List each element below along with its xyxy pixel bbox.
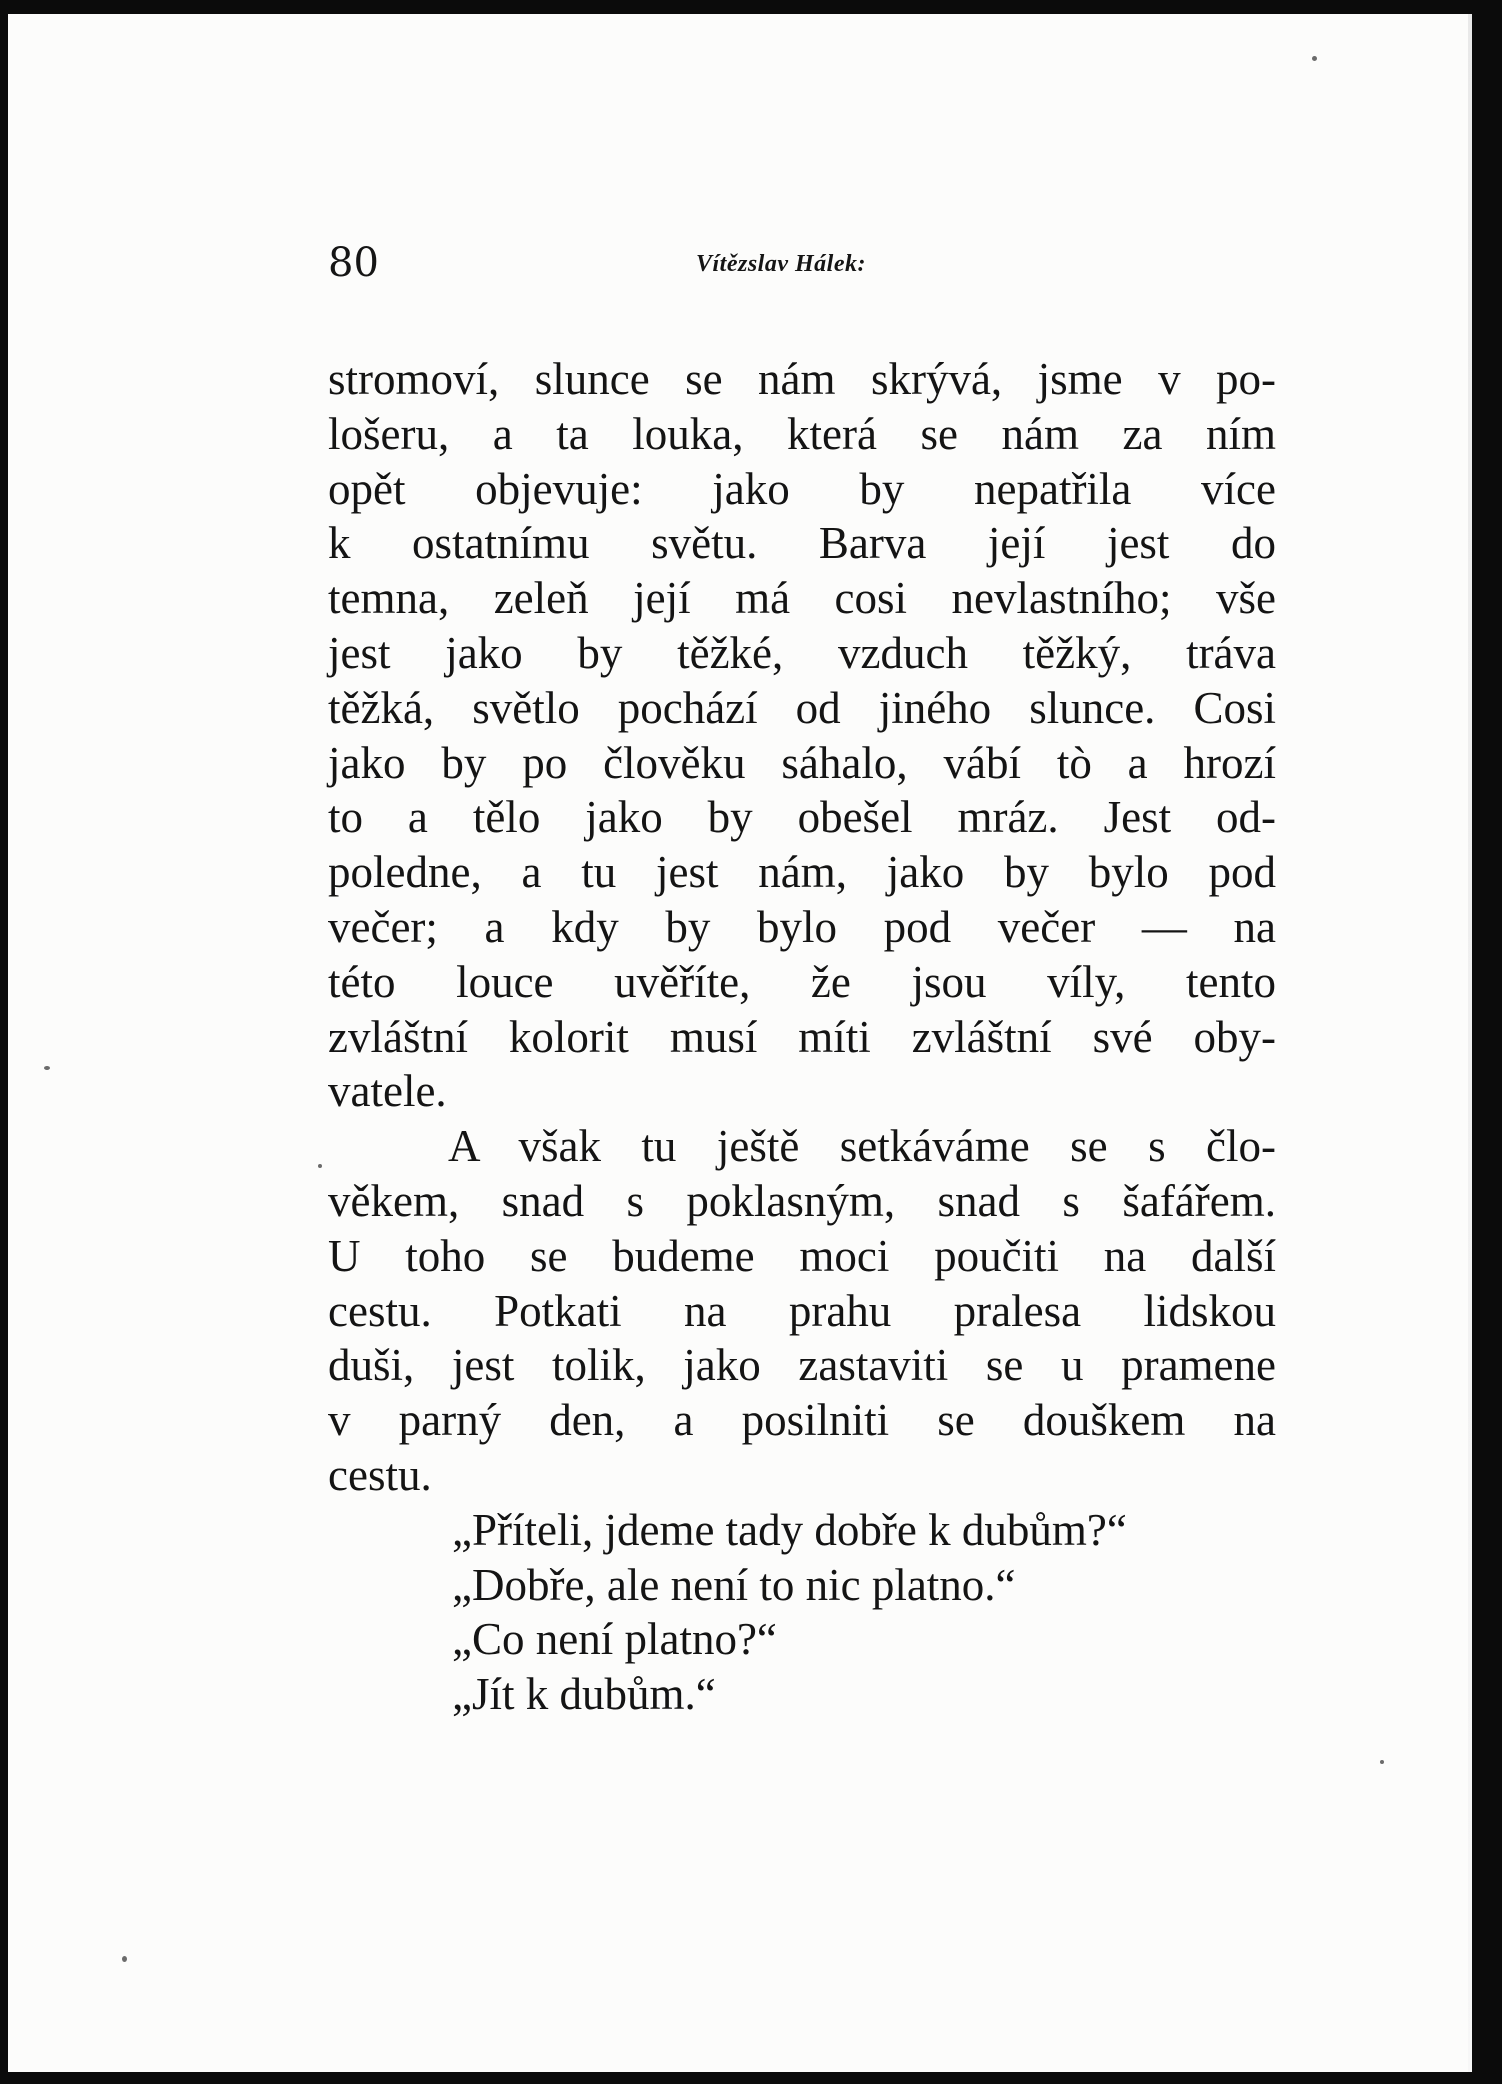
page-header <box>328 238 1278 288</box>
text-line: zvláštní kolorit musí míti zvláštní své oby- <box>328 1011 1276 1062</box>
text-line: jako by po člověku sáhalo, vábí tò a hrozí <box>328 737 1276 788</box>
text-line: lošeru, a ta louka, která se nám za ním <box>328 408 1276 459</box>
text-line: U toho se budeme moci poučiti na další <box>328 1230 1276 1281</box>
text-line: jest jako by těžké, vzduch těžký, tráva <box>328 627 1276 678</box>
text-line: večer; a kdy by bylo pod večer — na <box>328 901 1276 952</box>
text-line: temna, zeleň její má cosi nevlastního; vše <box>328 573 1276 624</box>
running-head: Vítězslav Hálek: <box>696 251 866 277</box>
text-line: to a tělo jako by obešel mráz. Jest od- <box>328 792 1276 843</box>
text-line: opět objevuje: jako by nepatřila více <box>328 463 1276 514</box>
text-line: A však tu ještě setkáváme se s člo- <box>448 1121 1276 1172</box>
scan-speck <box>318 1164 322 1168</box>
body-text <box>328 352 1276 1722</box>
dialogue-line: „Příteli, jdeme tady dobře k dubům?“ <box>452 1504 1127 1555</box>
text-line: cestu. Potkati na prahu pralesa lidskou <box>328 1285 1276 1336</box>
text-line: poledne, a tu jest nám, jako by bylo pod <box>328 847 1276 898</box>
page-number: 80 <box>328 240 379 286</box>
text-line: stromoví, slunce se nám skrývá, jsme v po- <box>328 354 1276 404</box>
scan-speck <box>122 1956 127 1962</box>
scan-speck <box>1312 56 1317 61</box>
scan-speck <box>44 1066 50 1070</box>
dialogue-line: „Co není platno?“ <box>452 1614 777 1665</box>
dialogue-line: „Jít k dubům.“ <box>452 1669 716 1720</box>
text-line: k ostatnímu světu. Barva její jest do <box>328 518 1276 569</box>
page-edge-shadow <box>1468 14 1472 2072</box>
text-line: vatele. <box>328 1066 447 1117</box>
dialogue-line: „Dobře, ale není to nic platno.“ <box>452 1559 1016 1610</box>
text-line: věkem, snad s poklasným, snad s šafářem. <box>328 1175 1276 1226</box>
text-line: v parný den, a posilniti se douškem na <box>328 1395 1276 1446</box>
text-line: cestu. <box>328 1449 432 1500</box>
text-line: duši, jest tolik, jako zastaviti se u pramene <box>328 1340 1276 1391</box>
text-line: těžká, světlo pochází od jiného slunce. Cosi <box>328 682 1276 733</box>
text-line: této louce uvěříte, že jsou víly, tento <box>328 956 1276 1007</box>
scan-speck <box>1380 1760 1384 1764</box>
